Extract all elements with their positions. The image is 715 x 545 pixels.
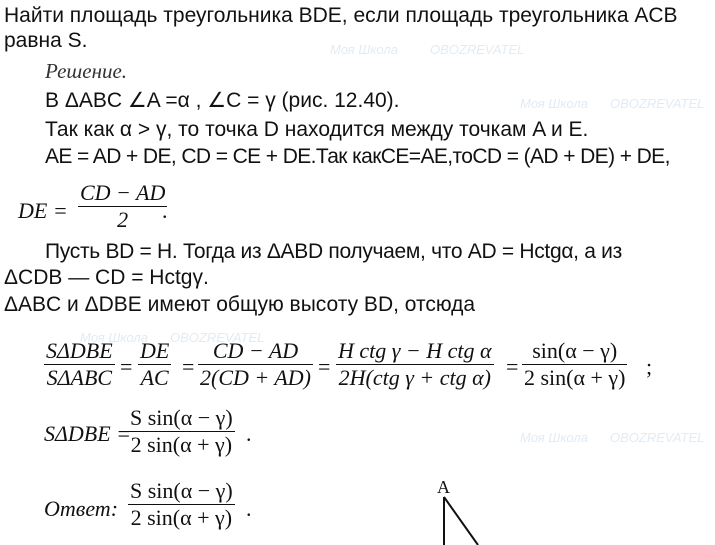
problem-line-1: Найти площадь треугольника BDE, если площадь треугольника ACB xyxy=(4,4,678,27)
figure-vertex-label: A xyxy=(437,477,450,497)
ctg-numerator: H ctg γ − H ctg α xyxy=(338,338,492,363)
sin-numerator: sin(α − γ) xyxy=(522,338,627,365)
solution-heading: Решение. xyxy=(45,59,128,83)
cd-fraction xyxy=(198,338,313,391)
de-fraction xyxy=(78,180,167,233)
watermark: Моя Школа xyxy=(80,330,148,345)
result-denominator: 2 sin(α + γ) xyxy=(130,432,233,457)
solution-line-2: Так как α > γ, то точка D находится между точкам A и E. xyxy=(45,118,589,141)
equals-sign: = xyxy=(182,354,195,379)
problem-line-2: равна S. xyxy=(4,29,88,52)
equals-sign: = xyxy=(506,354,519,379)
answer-end: . xyxy=(246,496,252,521)
solution-line-5: ΔCDB — CD = Hctgγ. xyxy=(4,266,209,289)
semicolon: ; xyxy=(646,354,653,379)
de-ac-numerator: DE xyxy=(140,338,170,363)
answer-denominator: 2 sin(α + γ) xyxy=(130,505,233,530)
sin-fraction xyxy=(522,338,627,391)
ratio-fraction xyxy=(44,338,115,391)
triangle-figure xyxy=(430,495,490,545)
watermark: Моя Школа xyxy=(330,42,398,57)
equals-sign: = xyxy=(120,354,133,379)
result-fraction xyxy=(128,405,235,458)
de-ac-denominator: AC xyxy=(140,365,169,390)
solution-line-6: ΔABC и ΔDBE имеют общую высоту BD, отсюда xyxy=(4,293,476,316)
solution-line-1: В ΔABC ∠A =α , ∠C = γ (рис. 12.40). xyxy=(45,89,400,112)
de-numerator: CD − AD xyxy=(80,180,166,205)
result-lhs: SΔDBE = xyxy=(44,421,132,446)
ctg-fraction xyxy=(336,338,494,391)
equals-sign: = xyxy=(318,354,331,379)
cd-numerator: CD − AD xyxy=(198,338,313,365)
answer-label: Ответ: xyxy=(44,496,119,521)
de-ac-fraction xyxy=(138,338,171,391)
watermark: OBOZREVATEL xyxy=(610,430,705,445)
de-denominator: 2 xyxy=(117,207,129,232)
watermark: Моя Школа xyxy=(520,430,588,445)
triangle-edges xyxy=(444,497,478,545)
answer-fraction xyxy=(128,478,235,531)
de-end: . xyxy=(162,198,168,223)
de-lhs: DE = xyxy=(18,198,68,223)
ctg-denominator: 2H(ctg γ + ctg α) xyxy=(338,365,491,390)
solution-line-4: Пусть BD = H. Тогда из ΔABD получаем, что AD = Hctgα, а из xyxy=(45,240,622,263)
watermark: OBOZREVATEL xyxy=(430,42,525,57)
cd-denominator: 2(CD + AD) xyxy=(200,365,311,390)
watermark: OBOZREVATEL xyxy=(170,330,265,345)
watermark: OBOZREVATEL xyxy=(610,96,705,111)
ratio-numerator: SΔDBE xyxy=(46,338,113,363)
result-numerator: S sin(α − γ) xyxy=(130,405,233,430)
answer-numerator: S sin(α − γ) xyxy=(130,478,233,503)
watermark: Моя Школа xyxy=(520,96,588,111)
solution-line-3: AE = AD + DE, CD = CE + DE.Так какCE=AE,тоCD = (AD + DE) + DE, xyxy=(45,145,670,168)
result-end: . xyxy=(246,421,252,446)
sin-denominator: 2 sin(α + γ) xyxy=(524,365,626,390)
ratio-denominator: SΔABC xyxy=(46,365,113,390)
